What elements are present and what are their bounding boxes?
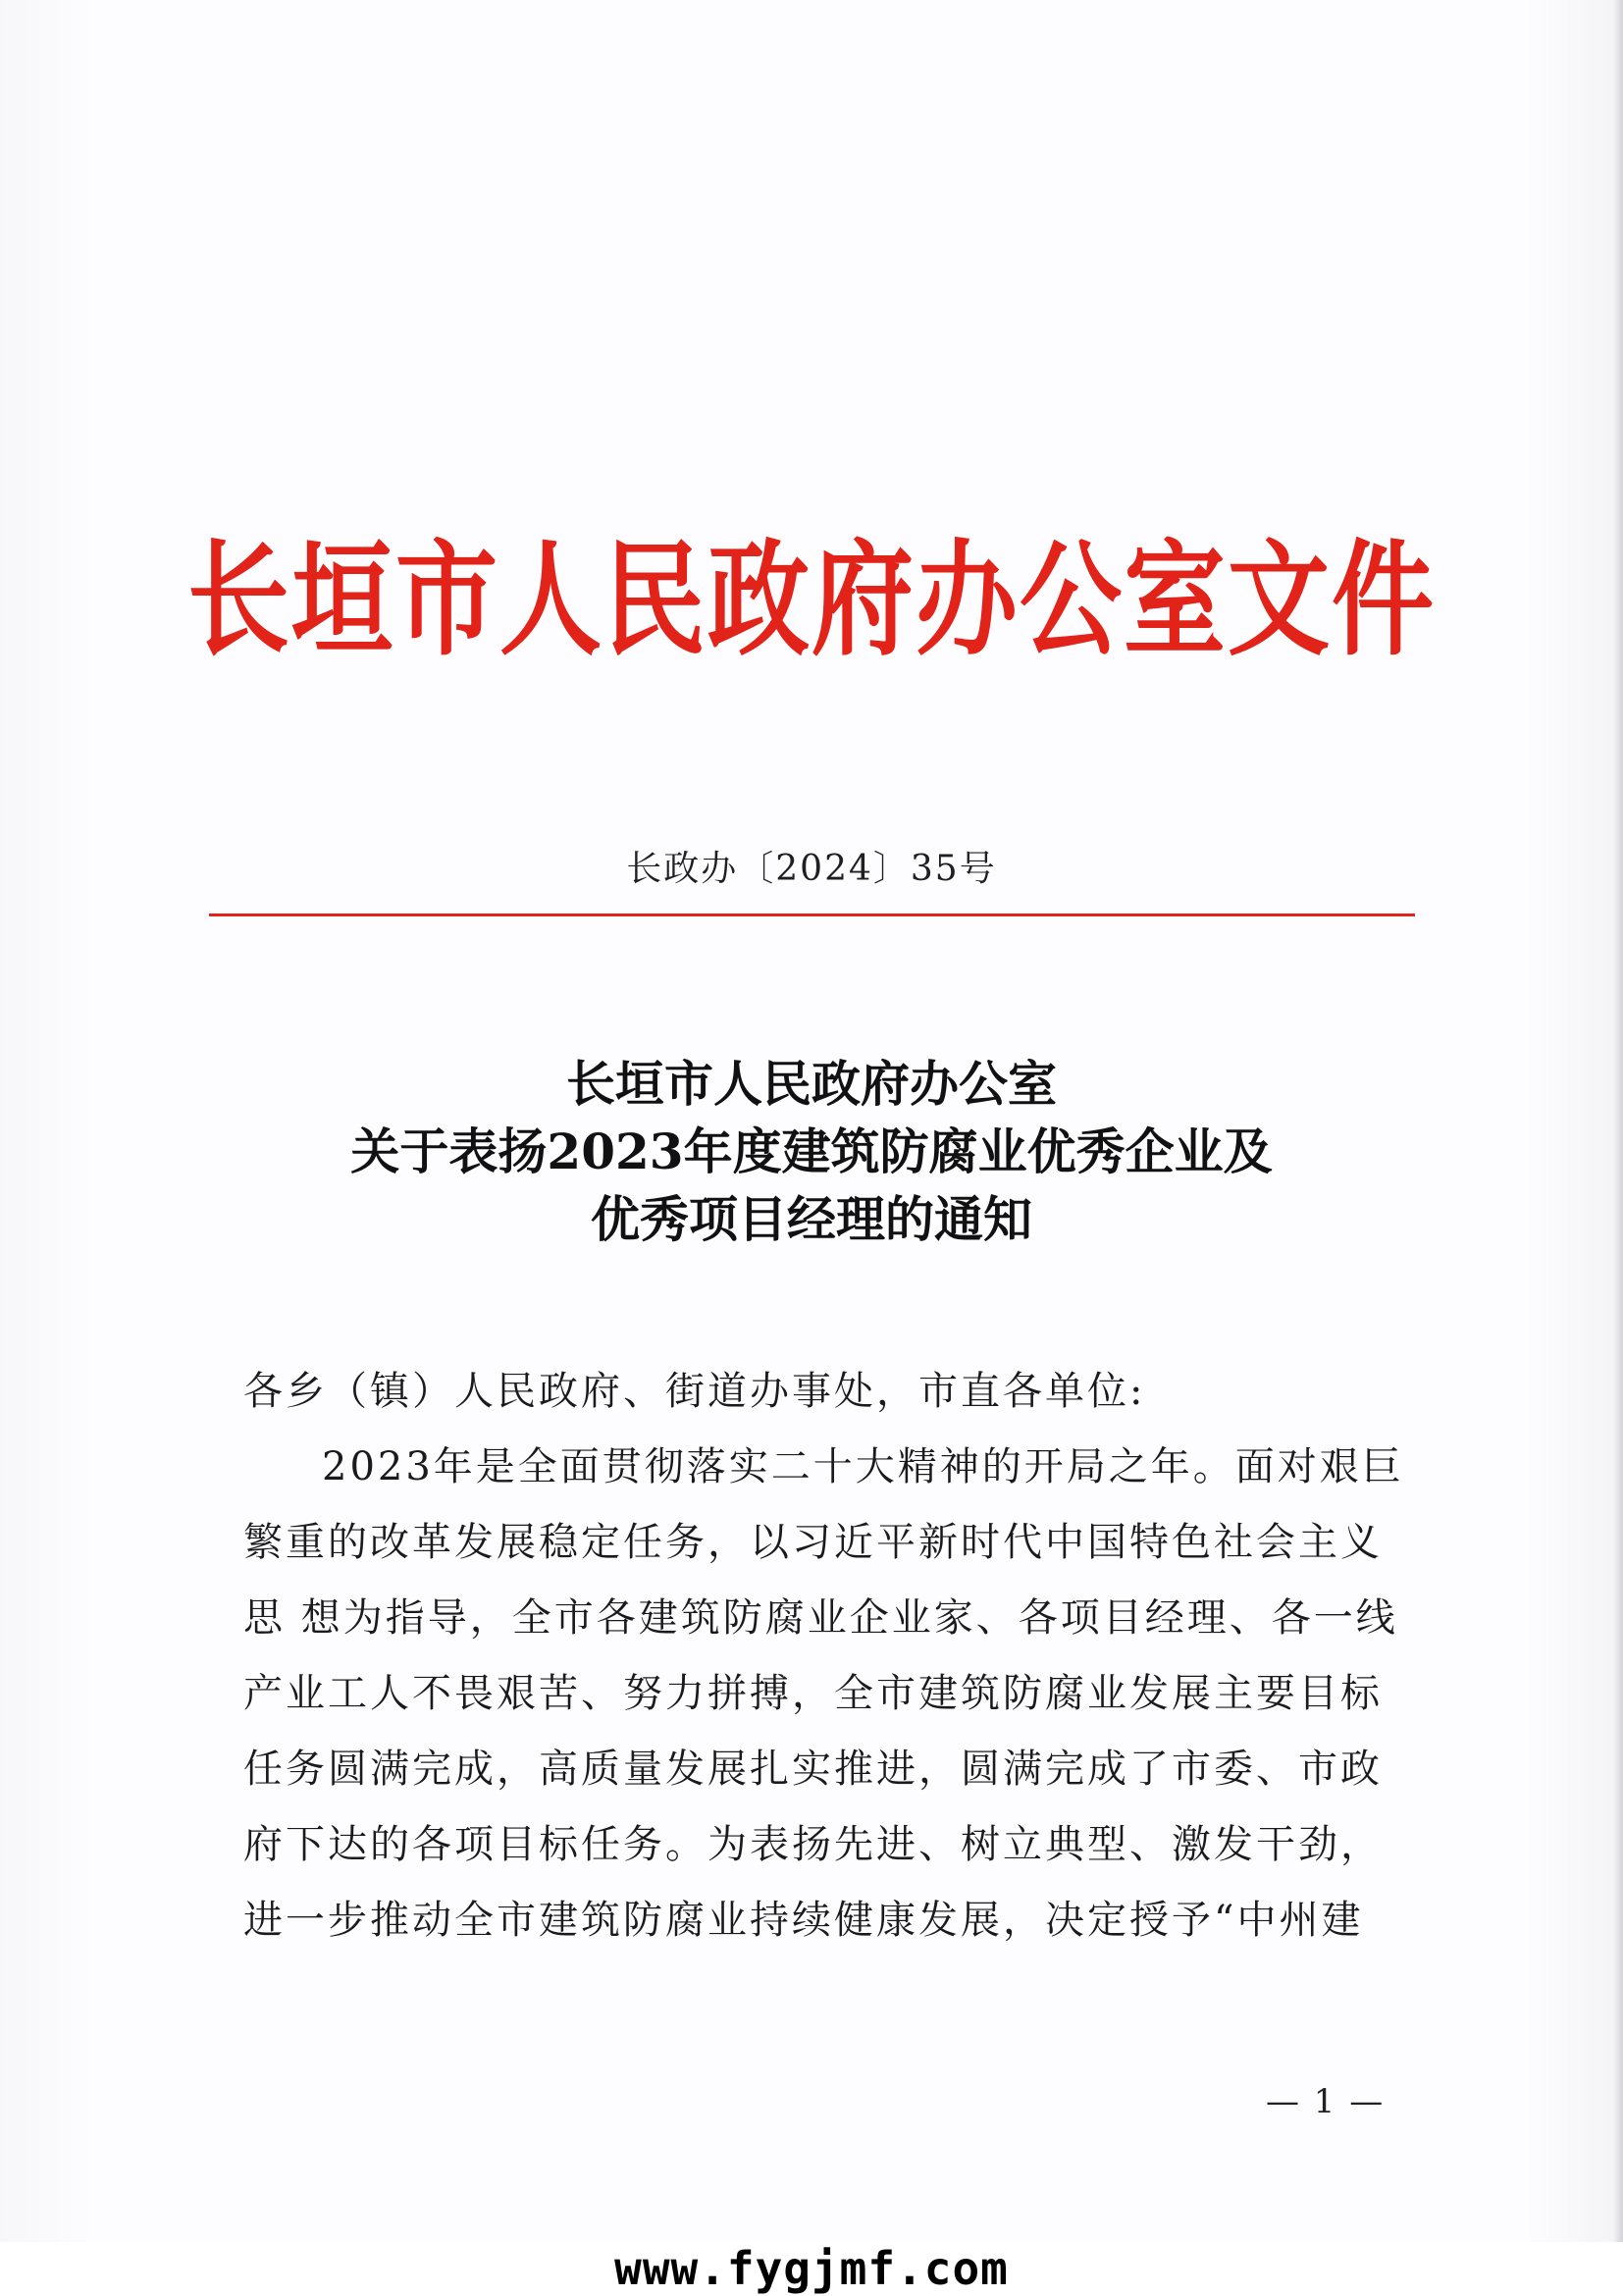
watermark-url: www.fygjmf.com [614, 2242, 1009, 2295]
title-line-1: 长垣市人民政府办公室 [566, 1055, 1057, 1113]
document-title [0, 1050, 1623, 1253]
document-header: 长垣市人民政府办公室文件 [186, 527, 1436, 673]
title-line-3: 优秀项目经理的通知 [591, 1190, 1032, 1248]
body-line: 繁重的改革发展稳定任务，以习近平新时代中国特色社会主义 [243, 1520, 1383, 1565]
page-number: — 1 — [1266, 2082, 1386, 2121]
body-line: 产业工人不畏艰苦、努力拼搏，全市建筑防腐业发展主要目标 [243, 1671, 1383, 1716]
body-line: 任务圆满完成，高质量发展扎实推进，圆满完成了市委、市政 [243, 1747, 1383, 1792]
body-line: 思 想为指导，全市各建筑防腐业企业家、各项目经理、各一线 [243, 1595, 1398, 1641]
document-number: 长政办〔2024〕35号 [626, 849, 997, 889]
title-line-2: 关于表扬2023年度建筑防腐业优秀企业及 [350, 1122, 1273, 1180]
body-line: 进一步推动全市建筑防腐业持续健康发展，决定授予“中州建 [243, 1898, 1364, 1943]
salutation: 各乡（镇）人民政府、街道办事处，市直各单位: [243, 1369, 1146, 1414]
body-line: 2023年是全面贯彻落实二十大精神的开局之年。面对艰巨 [322, 1444, 1404, 1489]
document-body [243, 1354, 1404, 1958]
body-line: 府下达的各项目标任务。为表扬先进、树立典型、激发干劲， [243, 1822, 1383, 1867]
red-divider-line [209, 913, 1415, 916]
